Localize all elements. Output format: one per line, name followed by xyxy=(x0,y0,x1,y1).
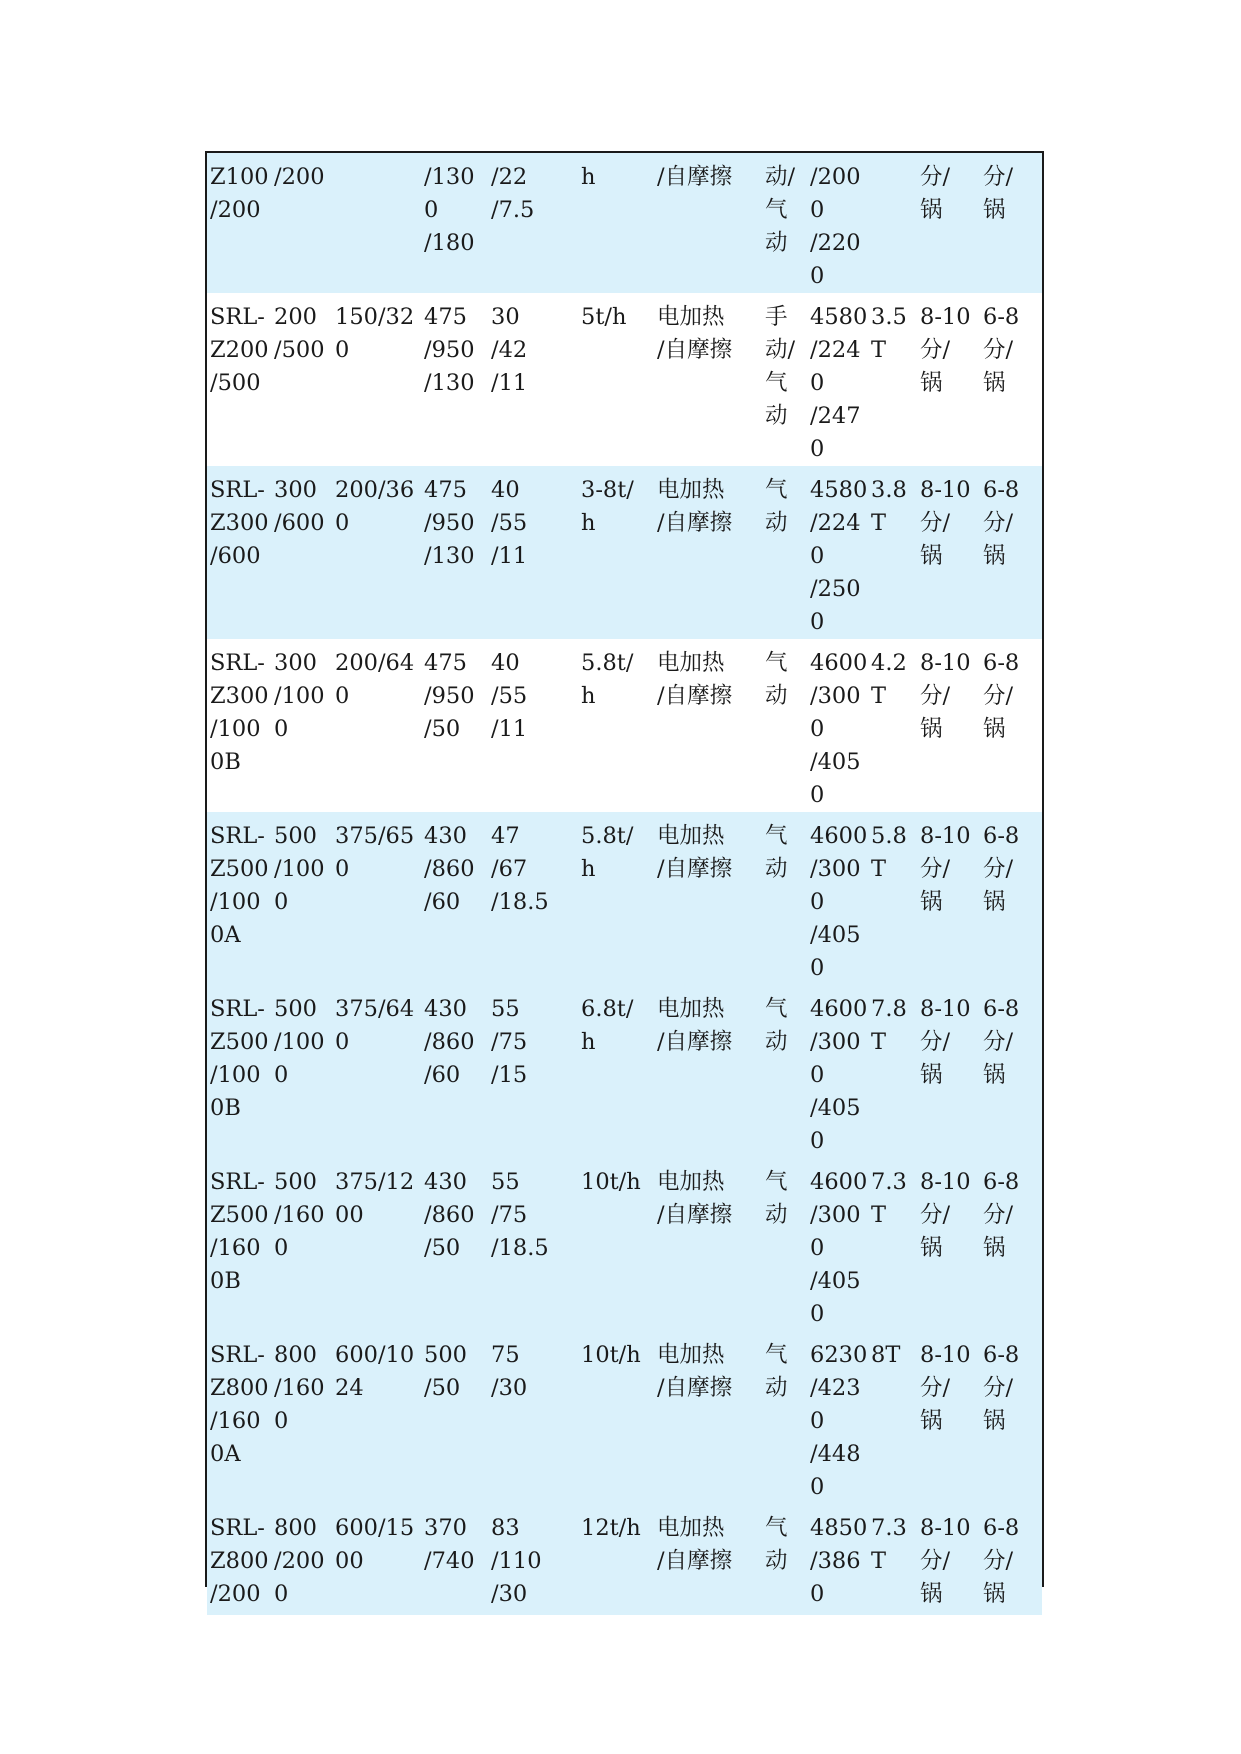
cell-model: SRL- Z200 /500 xyxy=(207,293,271,466)
cell-weight: 5.8 T xyxy=(868,812,917,985)
cell-dimensions: /200 0 /220 0 xyxy=(807,153,868,293)
cell-speed: 370 /740 xyxy=(421,1504,488,1615)
cell-heating-method: /自摩擦 xyxy=(654,153,762,293)
cell-model: SRL- Z500 /160 0B xyxy=(207,1158,271,1331)
table-row xyxy=(207,466,1042,639)
cell-discharge-time: 6-8 分/ 锅 xyxy=(980,1158,1042,1331)
cell-heating-method: 电加热 /自摩擦 xyxy=(654,466,762,639)
cell-output: 3-8t/ h xyxy=(578,466,654,639)
cell-speed: 430 /860 /60 xyxy=(421,985,488,1158)
cell-weight: 7.3 T xyxy=(868,1158,917,1331)
cell-heating-method: 电加热 /自摩擦 xyxy=(654,1331,762,1504)
cell-operation: 手 动/ 气 动 xyxy=(762,293,807,466)
cell-output: 5.8t/ h xyxy=(578,812,654,985)
cell-weight xyxy=(868,153,917,293)
cell-heating-method: 电加热 /自摩擦 xyxy=(654,293,762,466)
cell-operation: 气 动 xyxy=(762,1158,807,1331)
cell-capacity: 800 /160 0 xyxy=(271,1331,332,1504)
cell-capacity: 500 /100 0 xyxy=(271,985,332,1158)
cell-model: SRL- Z300 /100 0B xyxy=(207,639,271,812)
cell-dimensions: 4600 /300 0 /405 0 xyxy=(807,1158,868,1331)
cell-power: 75 /30 xyxy=(488,1331,578,1504)
cell-mix-time: 8-10 分/ 锅 xyxy=(917,1504,980,1615)
cell-capacity: 500 /100 0 xyxy=(271,812,332,985)
cell-mix-time: 8-10 分/ 锅 xyxy=(917,466,980,639)
table-row xyxy=(207,985,1042,1158)
cell-speed: 475 /950 /130 xyxy=(421,466,488,639)
table-row xyxy=(207,1158,1042,1331)
cell-operation: 动/ 气 动 xyxy=(762,153,807,293)
cell-volume: 600/10 24 xyxy=(332,1331,421,1504)
cell-speed: 500 /50 xyxy=(421,1331,488,1504)
cell-dimensions: 4600 /300 0 /405 0 xyxy=(807,639,868,812)
table-row xyxy=(207,639,1042,812)
cell-capacity: 300 /100 0 xyxy=(271,639,332,812)
cell-power: 30 /42 /11 xyxy=(488,293,578,466)
spec-table-grid xyxy=(207,153,1042,1615)
cell-heating-method: 电加热 /自摩擦 xyxy=(654,1504,762,1615)
cell-operation: 气 动 xyxy=(762,466,807,639)
cell-capacity: 800 /200 0 xyxy=(271,1504,332,1615)
cell-power: 55 /75 /18.5 xyxy=(488,1158,578,1331)
cell-dimensions: 4600 /300 0 /405 0 xyxy=(807,812,868,985)
cell-model: SRL- Z800 /200 xyxy=(207,1504,271,1615)
cell-volume: 600/15 00 xyxy=(332,1504,421,1615)
cell-power: 40 /55 /11 xyxy=(488,639,578,812)
cell-capacity: 500 /160 0 xyxy=(271,1158,332,1331)
cell-discharge-time: 6-8 分/ 锅 xyxy=(980,985,1042,1158)
cell-mix-time: 分/ 锅 xyxy=(917,153,980,293)
cell-discharge-time: 6-8 分/ 锅 xyxy=(980,466,1042,639)
cell-weight: 7.8 T xyxy=(868,985,917,1158)
cell-power: 83 /110 /30 xyxy=(488,1504,578,1615)
cell-model: Z100 /200 xyxy=(207,153,271,293)
cell-operation: 气 动 xyxy=(762,639,807,812)
cell-model: SRL- Z300 /600 xyxy=(207,466,271,639)
cell-output: 6.8t/ h xyxy=(578,985,654,1158)
cell-volume: 200/36 0 xyxy=(332,466,421,639)
cell-operation: 气 动 xyxy=(762,1331,807,1504)
cell-output: 5t/h xyxy=(578,293,654,466)
cell-capacity: /200 xyxy=(271,153,332,293)
cell-volume: 375/64 0 xyxy=(332,985,421,1158)
spec-table xyxy=(205,151,1044,1607)
cell-weight: 3.8 T xyxy=(868,466,917,639)
cell-model: SRL- Z500 /100 0A xyxy=(207,812,271,985)
cell-weight: 8T xyxy=(868,1331,917,1504)
cell-dimensions: 4600 /300 0 /405 0 xyxy=(807,985,868,1158)
cell-heating-method: 电加热 /自摩擦 xyxy=(654,985,762,1158)
cell-speed: /130 0 /180 xyxy=(421,153,488,293)
cell-operation: 气 动 xyxy=(762,812,807,985)
cell-heating-method: 电加热 /自摩擦 xyxy=(654,639,762,812)
cell-model: SRL- Z500 /100 0B xyxy=(207,985,271,1158)
cell-mix-time: 8-10 分/ 锅 xyxy=(917,1331,980,1504)
cell-discharge-time: 6-8 分/ 锅 xyxy=(980,639,1042,812)
cell-capacity: 200 /500 xyxy=(271,293,332,466)
cell-speed: 430 /860 /50 xyxy=(421,1158,488,1331)
cell-weight: 4.2 T xyxy=(868,639,917,812)
cell-dimensions: 4850 /386 0 xyxy=(807,1504,868,1615)
cell-volume: 375/12 00 xyxy=(332,1158,421,1331)
cell-speed: 475 /950 /130 xyxy=(421,293,488,466)
cell-volume xyxy=(332,153,421,293)
cell-power: 40 /55 /11 xyxy=(488,466,578,639)
cell-output: 10t/h xyxy=(578,1158,654,1331)
table-row xyxy=(207,1504,1042,1615)
cell-volume: 150/32 0 xyxy=(332,293,421,466)
cell-mix-time: 8-10 分/ 锅 xyxy=(917,812,980,985)
cell-operation: 气 动 xyxy=(762,985,807,1158)
table-row xyxy=(207,1331,1042,1504)
cell-discharge-time: 6-8 分/ 锅 xyxy=(980,812,1042,985)
cell-heating-method: 电加热 /自摩擦 xyxy=(654,812,762,985)
cell-output: 12t/h xyxy=(578,1504,654,1615)
cell-dimensions: 4580 /224 0 /250 0 xyxy=(807,466,868,639)
cell-heating-method: 电加热 /自摩擦 xyxy=(654,1158,762,1331)
cell-dimensions: 4580 /224 0 /247 0 xyxy=(807,293,868,466)
cell-model: SRL- Z800 /160 0A xyxy=(207,1331,271,1504)
cell-weight: 7.3 T xyxy=(868,1504,917,1615)
table-row xyxy=(207,293,1042,466)
cell-output: h xyxy=(578,153,654,293)
table-row xyxy=(207,812,1042,985)
cell-discharge-time: 6-8 分/ 锅 xyxy=(980,293,1042,466)
cell-operation: 气 动 xyxy=(762,1504,807,1615)
cell-mix-time: 8-10 分/ 锅 xyxy=(917,1158,980,1331)
cell-output: 5.8t/ h xyxy=(578,639,654,812)
cell-discharge-time: 6-8 分/ 锅 xyxy=(980,1504,1042,1615)
cell-power: /22 /7.5 xyxy=(488,153,578,293)
cell-dimensions: 6230 /423 0 /448 0 xyxy=(807,1331,868,1504)
cell-mix-time: 8-10 分/ 锅 xyxy=(917,639,980,812)
cell-discharge-time: 分/ 锅 xyxy=(980,153,1042,293)
cell-power: 55 /75 /15 xyxy=(488,985,578,1158)
cell-speed: 475 /950 /50 xyxy=(421,639,488,812)
cell-mix-time: 8-10 分/ 锅 xyxy=(917,293,980,466)
cell-power: 47 /67 /18.5 xyxy=(488,812,578,985)
cell-weight: 3.5 T xyxy=(868,293,917,466)
cell-output: 10t/h xyxy=(578,1331,654,1504)
cell-mix-time: 8-10 分/ 锅 xyxy=(917,985,980,1158)
cell-volume: 200/64 0 xyxy=(332,639,421,812)
cell-speed: 430 /860 /60 xyxy=(421,812,488,985)
cell-volume: 375/65 0 xyxy=(332,812,421,985)
table-row xyxy=(207,153,1042,293)
cell-discharge-time: 6-8 分/ 锅 xyxy=(980,1331,1042,1504)
cell-capacity: 300 /600 xyxy=(271,466,332,639)
